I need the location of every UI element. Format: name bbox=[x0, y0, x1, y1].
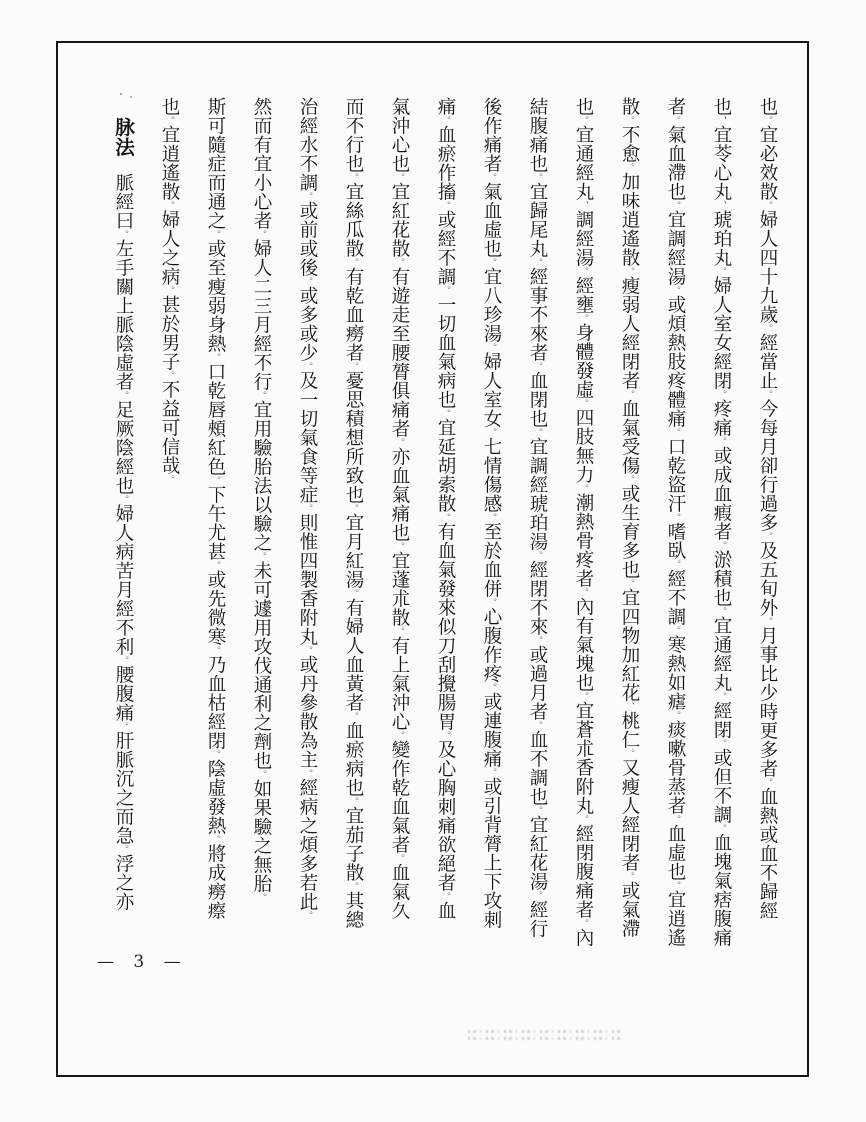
punctuation-mark: 。 bbox=[118, 656, 128, 665]
punctuation-mark: 。 bbox=[210, 835, 220, 844]
text-column: 而不行也。宜絲瓜散。有乾血癆者。憂思積想所致也。宜月紅湯。有婦人血黃者。血瘀病也。宜茄子散。其總 bbox=[343, 97, 364, 929]
punctuation-mark: 。 bbox=[440, 409, 450, 418]
punctuation-mark: 。 bbox=[348, 882, 358, 891]
scan-speck bbox=[120, 93, 122, 95]
punctuation-mark: 。 bbox=[348, 258, 358, 267]
punctuation-mark: 。 bbox=[670, 626, 680, 635]
punctuation-mark: 。 bbox=[210, 353, 220, 362]
punctuation-mark: 。 bbox=[716, 267, 726, 276]
punctuation-mark: 。 bbox=[394, 627, 404, 636]
punctuation-mark: 。 bbox=[578, 588, 588, 597]
punctuation-mark: 。 bbox=[670, 881, 680, 890]
text-column: 治經水不調。或前或後。或多或少。及一切氣食等症。則惟四製香附丸。或丹參散為主。經病之煩多若此。 bbox=[297, 97, 318, 920]
punctuation-mark: 。 bbox=[670, 428, 680, 437]
text-column: 者。氣血滯也。宜調經湯。或煩熱肢疼體痛。口乾盜汗。嗜臥。經不調。寒熱如瘧。痰嗽骨蒸者。血虛也。宜逍遙 bbox=[665, 97, 686, 947]
punctuation-mark: 。 bbox=[164, 286, 174, 295]
punctuation-mark: 、 bbox=[578, 201, 588, 210]
punctuation-mark: 。 bbox=[348, 712, 358, 721]
text-column: 也。宜通經丸、調經湯。經壅。身體發虛。四肢無力。潮熱骨疼者。內有氣塊也。宜蒼朮香附丸。經閉腹痛者。內 bbox=[573, 97, 594, 947]
punctuation-mark: 。 bbox=[118, 230, 128, 239]
punctuation-mark: 。 bbox=[532, 428, 542, 437]
punctuation-mark: 。 bbox=[716, 541, 726, 550]
punctuation-mark: 。 bbox=[440, 116, 450, 125]
punctuation-mark: 。 bbox=[486, 768, 496, 777]
punctuation-mark: 。 bbox=[394, 731, 404, 740]
punctuation-mark: 。 bbox=[164, 116, 174, 125]
punctuation-mark: 。 bbox=[118, 391, 128, 400]
punctuation-mark: 。 bbox=[302, 769, 312, 778]
punctuation-mark: 。 bbox=[716, 739, 726, 748]
punctuation-mark: 。 bbox=[624, 163, 634, 172]
punctuation-mark: 。 bbox=[164, 371, 174, 380]
punctuation-mark: 。 bbox=[348, 797, 358, 806]
text-column: 痛。血瘀作搐。或經不調。一切血氣病也。宜延胡索散。有血氣發來似刀刮攪腸胃。及心胸刺痛欲絕者。血 bbox=[435, 97, 456, 920]
punctuation-mark: 。 bbox=[486, 598, 496, 607]
punctuation-mark: 。 bbox=[624, 749, 634, 758]
scan-artifact-row bbox=[468, 1030, 624, 1033]
page-number: — 3 — bbox=[97, 952, 188, 972]
punctuation-mark: 。 bbox=[716, 437, 726, 446]
punctuation-mark: 。 bbox=[762, 778, 772, 787]
punctuation-mark: 。 bbox=[578, 314, 588, 323]
punctuation-mark: 。 bbox=[486, 343, 496, 352]
punctuation-mark: 。 bbox=[302, 362, 312, 371]
text-columns bbox=[100, 97, 790, 951]
punctuation-mark: 。 bbox=[256, 770, 266, 779]
punctuation-mark: 。 bbox=[532, 173, 542, 182]
punctuation-mark: 。 bbox=[624, 475, 634, 484]
punctuation-mark: 。 bbox=[256, 893, 266, 902]
section-column bbox=[100, 97, 146, 951]
punctuation-mark: 。 bbox=[394, 173, 404, 182]
punctuation-mark: 。 bbox=[578, 484, 588, 493]
punctuation-mark: 。 bbox=[670, 286, 680, 295]
punctuation-mark: 。 bbox=[578, 692, 588, 701]
section-title: 脉法 bbox=[112, 117, 135, 157]
text-column: 結腹痛也。宜歸尾丸。經事不來者。血閉也。宜調經琥珀湯。經閉不來。或過月者。血不調也。宜紅花湯。經行 bbox=[527, 97, 548, 938]
text-column: 然而有宜小心者。婦人二三月經不行。宜用驗胎法以驗之。未可遽用攻伐通利之劑也。如果驗之無胎。 bbox=[251, 97, 272, 902]
punctuation-mark: 。 bbox=[440, 201, 450, 210]
punctuation-mark: 。 bbox=[394, 854, 404, 863]
punctuation-mark: 。 bbox=[256, 230, 266, 239]
text-column: 也，宜苓心丸、琥珀丸。婦人室女經閉。疼痛。或成血瘕者。淤積也。宜通經丸。經閉。或但不調。血塊氣痞腹痛 bbox=[711, 97, 732, 947]
punctuation-mark: 。 bbox=[440, 513, 450, 522]
punctuation-mark: 。 bbox=[256, 391, 266, 400]
text-column: 後作痛者。氣血虛也。宜八珍湯。婦人室女。七情傷感。至於血併。心腹作疼。或連腹痛。或引背膂上下攻刺 bbox=[481, 97, 502, 929]
punctuation-mark: 。 bbox=[762, 116, 772, 125]
punctuation-mark: 。 bbox=[716, 824, 726, 833]
text-column: 斯可隨症而通之。或至瘦弱身熱。口乾唇頰紅色。下午尤甚。或先微寒。乃血枯經閉。陰虛發熱。將成癆瘵 bbox=[205, 97, 226, 920]
punctuation-mark: 。 bbox=[210, 561, 220, 570]
punctuation-mark: 。 bbox=[624, 872, 634, 881]
punctuation-mark: 。 bbox=[440, 286, 450, 295]
text-column: 也。宜逍遙散。婦人之病。甚於男子。不益可信哉。 bbox=[159, 97, 180, 484]
punctuation-mark: 。 bbox=[394, 258, 404, 267]
punctuation-mark: 。 bbox=[210, 230, 220, 239]
punctuation-mark: 。 bbox=[624, 116, 634, 125]
punctuation-mark: 。 bbox=[302, 911, 312, 920]
punctuation-mark: 。 bbox=[118, 722, 128, 731]
punctuation-mark: 。 bbox=[486, 173, 496, 182]
punctuation-mark: 。 bbox=[348, 173, 358, 182]
punctuation-mark: 。 bbox=[486, 683, 496, 692]
punctuation-mark: 。 bbox=[624, 267, 634, 276]
punctuation-mark: 。 bbox=[578, 815, 588, 824]
punctuation-mark: 。 bbox=[670, 560, 680, 569]
punctuation-mark: 。 bbox=[762, 390, 772, 399]
punctuation-mark: 。 bbox=[348, 362, 358, 371]
punctuation-mark: 。 bbox=[118, 845, 128, 854]
punctuation-mark: 。 bbox=[670, 513, 680, 522]
punctuation-mark: 。 bbox=[256, 552, 266, 561]
punctuation-mark: 。 bbox=[670, 116, 680, 125]
punctuation-mark: 。 bbox=[394, 542, 404, 551]
scan-artifact-row bbox=[468, 1037, 624, 1040]
punctuation-mark: 。 bbox=[118, 495, 128, 504]
punctuation-mark: 。 bbox=[762, 532, 772, 541]
punctuation-mark: 、 bbox=[716, 201, 726, 210]
punctuation-mark: 。 bbox=[532, 362, 542, 371]
punctuation-mark: ， bbox=[716, 116, 726, 125]
punctuation-mark: 。 bbox=[578, 116, 588, 125]
punctuation-mark: 。 bbox=[348, 589, 358, 598]
punctuation-mark: 。 bbox=[532, 636, 542, 645]
punctuation-mark: 。 bbox=[210, 750, 220, 759]
punctuation-mark: 。 bbox=[302, 504, 312, 513]
punctuation-mark: 。 bbox=[302, 192, 312, 201]
punctuation-mark: 。 bbox=[532, 891, 542, 900]
punctuation-mark: 。 bbox=[532, 806, 542, 815]
punctuation-mark: 。 bbox=[578, 399, 588, 408]
punctuation-mark: 。 bbox=[762, 201, 772, 210]
punctuation-mark: 。 bbox=[486, 258, 496, 267]
punctuation-mark: 。 bbox=[210, 476, 220, 485]
punctuation-mark: 。 bbox=[716, 692, 726, 701]
punctuation-mark: 。 bbox=[532, 721, 542, 730]
text-column: 散。不愈。加味逍遙散。瘦弱人經閉者。血氣受傷。或生育多也。宜四物加紅花、桃仁。又瘦人經閉者。或氣滯 bbox=[619, 97, 640, 938]
punctuation-mark: 。 bbox=[348, 504, 358, 513]
punctuation-mark: 。 bbox=[394, 438, 404, 447]
punctuation-mark: 。 bbox=[670, 201, 680, 210]
punctuation-mark: 、 bbox=[624, 702, 634, 711]
punctuation-mark: 。 bbox=[302, 646, 312, 655]
punctuation-mark: 。 bbox=[532, 258, 542, 267]
punctuation-mark: 。 bbox=[624, 579, 634, 588]
punctuation-mark: 。 bbox=[532, 551, 542, 560]
punctuation-mark: 。 bbox=[716, 607, 726, 616]
punctuation-mark: 。 bbox=[670, 815, 680, 824]
punctuation-mark: 。 bbox=[164, 201, 174, 210]
punctuation-mark: 。 bbox=[624, 390, 634, 399]
section-body: 脈經曰。左手關上脈陰虛者。足厥陰經也。婦人病苦月經不利。腰腹痛。肝脈沉之而急。浮之亦 bbox=[113, 173, 134, 911]
punctuation-mark: 。 bbox=[164, 475, 174, 484]
punctuation-mark: 。 bbox=[578, 267, 588, 276]
punctuation-mark: 。 bbox=[578, 919, 588, 928]
punctuation-mark: 。 bbox=[440, 731, 450, 740]
punctuation-mark: 。 bbox=[440, 892, 450, 901]
text-column: 氣沖心也。宜紅花散。有遊走至腰膂俱痛者。亦血氣痛也。宜蓬朮散。有上氣沖心。變作乾血氣者。血氣久 bbox=[389, 97, 410, 920]
punctuation-mark: 。 bbox=[210, 646, 220, 655]
scan-artifact bbox=[468, 1030, 624, 1045]
punctuation-mark: 。 bbox=[302, 277, 312, 286]
punctuation-mark: 。 bbox=[486, 513, 496, 522]
punctuation-mark: 。 bbox=[670, 711, 680, 720]
text-column: 也。宜必效散。婦人四十九歲。經當止。今每月卻行過多。及五旬外。月事比少時更多者。血熱或血不歸經 bbox=[757, 97, 778, 920]
punctuation-mark: 。 bbox=[762, 324, 772, 333]
punctuation-mark: 。 bbox=[762, 617, 772, 626]
punctuation-mark: 。 bbox=[716, 390, 726, 399]
punctuation-mark: 。 bbox=[486, 428, 496, 437]
